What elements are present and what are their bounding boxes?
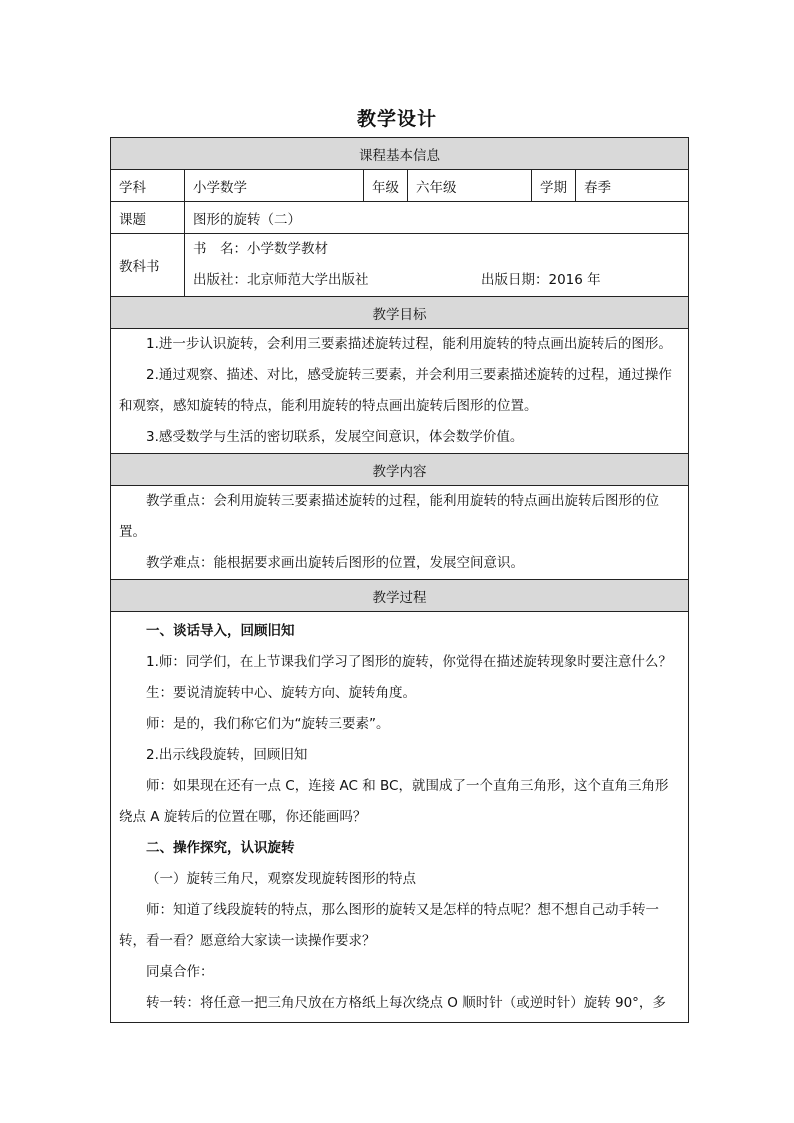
objectives-header: 教学目标 <box>111 297 689 329</box>
process-paragraph: 转一转：将任意一把三角尺放在方格纸上每次绕点 O 顺时针（或逆时针）旋转 90°，多 <box>146 994 666 1011</box>
subject-row <box>111 170 689 202</box>
difficulty-point: 教学难点：能根据要求画出旋转后图形的位置，发展空间意识。 <box>146 555 524 571</box>
section-2-title: 二、操作探究，认识旋转 <box>146 839 295 856</box>
textbook-label: 教科书 <box>111 234 185 297</box>
process-paragraph: 师：是的，我们称它们为“旋转三要素”。 <box>146 715 390 732</box>
process-paragraph: 师：如果现在还有一点 C，连接 AC 和 BC，就围成了一个直角三角形，这个直角三角形绕点 A 旋转后的位置在哪，你还能画吗？ <box>119 777 669 825</box>
process-paragraph: 同桌合作： <box>146 963 214 980</box>
publisher: 出版社：北京师范大学出版社 <box>193 272 369 288</box>
process-paragraph: 生：要说清旋转中心、旋转方向、旋转角度。 <box>146 684 416 701</box>
process-paragraph: 师：知道了线段旋转的特点，那么图形的旋转又是怎样的特点呢？想不想自己动手转一转，看一看？愿意给大家读一读操作要求？ <box>119 901 659 949</box>
textbook-details <box>185 234 689 297</box>
lesson-plan-table <box>110 137 689 1023</box>
grade-value: 六年级 <box>408 170 532 202</box>
book-name: 书 名：小学数学教材 <box>193 241 328 257</box>
publish-date: 出版日期：2016 年 <box>481 272 601 288</box>
key-point: 教学重点：会利用旋转三要素描述旋转的过程，能利用旋转的特点画出旋转后图形的位置。 <box>119 493 659 540</box>
term-label: 学期 <box>532 170 576 202</box>
process-header: 教学过程 <box>111 580 689 612</box>
document-title: 教学设计 <box>356 108 437 130</box>
objective-3: 3.感受数学与生活的密切联系，发展空间意识，体会数学价值。 <box>146 429 524 445</box>
objectives-body <box>111 329 689 454</box>
subject-value: 小学数学 <box>185 170 364 202</box>
topic-value: 图形的旋转（二） <box>185 202 689 234</box>
process-body <box>111 612 689 1023</box>
publisher-line <box>193 265 680 296</box>
subject-label: 学科 <box>111 170 185 202</box>
grade-label: 年级 <box>364 170 408 202</box>
topic-row <box>111 202 689 234</box>
topic-label: 课题 <box>111 202 185 234</box>
term-value: 春季 <box>576 170 689 202</box>
content-header: 教学内容 <box>111 454 689 486</box>
objective-1: 1.进一步认识旋转，会利用三要素描述旋转过程，能利用旋转的特点画出旋转后的图形。 <box>146 336 672 352</box>
process-paragraph: （一）旋转三角尺，观察发现旋转图形的特点 <box>146 870 416 887</box>
content-body <box>111 486 689 580</box>
basic-info-header: 课程基本信息 <box>111 138 689 170</box>
process-paragraph: 1.师：同学们，在上节课我们学习了图形的旋转，你觉得在描述旋转现象时要注意什么？ <box>146 653 672 670</box>
textbook-row <box>111 234 689 297</box>
section-1-title: 一、谈话导入，回顾旧知 <box>146 622 295 639</box>
objective-2: 2.通过观察、描述、对比，感受旋转三要素，并会利用三要素描述旋转的过程，通过操作和观察，感知旋转的特点，能利用旋转的特点画出旋转后图形的位置。 <box>119 367 672 414</box>
process-paragraph: 2.出示线段旋转，回顾旧知 <box>146 746 308 763</box>
